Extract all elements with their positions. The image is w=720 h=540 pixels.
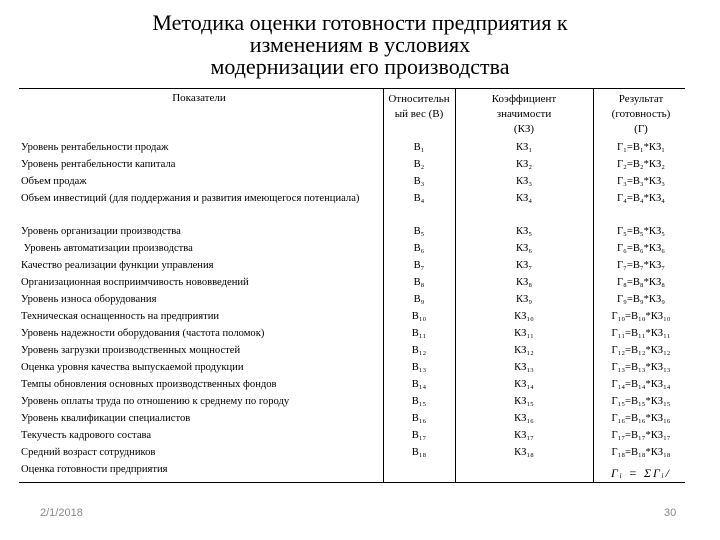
table-row-label: Уровень износа оборудования	[21, 294, 157, 305]
coefficient-cell: КЗ₁₁	[514, 328, 534, 339]
weight-cell: В₉	[413, 294, 425, 305]
coefficient-cell: КЗ₁₀	[514, 311, 534, 322]
coefficient-cell: КЗ₉	[515, 294, 533, 305]
title-line-3: модернизации его производства	[210, 54, 510, 79]
weight-cell: В₁₁	[411, 328, 427, 339]
result-cell: Г₄=В₄*КЗ₄	[617, 193, 665, 204]
result-cell: Г₁₁=В₁₁*КЗ₁₁	[611, 328, 671, 339]
table-row-label: Качество реализации функции управления	[21, 260, 214, 271]
column-divider	[383, 88, 384, 482]
weight-cell: В₇	[413, 260, 425, 271]
result-cell: Г₈=В₈*КЗ₈	[617, 277, 665, 288]
result-cell: Г₃=В₃*КЗ₃	[617, 176, 665, 187]
result-cell: Г₂=В₂*КЗ₂	[617, 159, 665, 170]
result-cell: Г₁₆=В₁₆*КЗ₁₆	[611, 413, 671, 424]
page-number: 30	[664, 507, 677, 519]
coefficient-cell: КЗ₃	[515, 176, 533, 187]
final-formula: Гᵢ = ΣГᵢ/	[611, 466, 672, 480]
coefficient-cell: КЗ₇	[515, 260, 533, 271]
weight-cell: В₁₃	[411, 362, 427, 373]
coefficient-cell: КЗ₈	[515, 277, 533, 288]
coefficient-cell: КЗ₁₄	[514, 379, 534, 390]
readiness-table	[19, 88, 685, 484]
table-row-label: Организационная восприимчивость нововведений	[21, 277, 249, 288]
table-row-label: Уровень автоматизации производства	[21, 243, 193, 254]
weight-cell: В₆	[413, 243, 425, 254]
coefficient-cell: КЗ₁₇	[514, 430, 534, 441]
header-weight: Относительн ый вес (В)	[388, 93, 450, 120]
weight-cell: В₁₈	[411, 447, 427, 458]
table-row-label: Уровень надежности оборудования (частота поломок)	[21, 328, 265, 339]
column-divider	[593, 88, 594, 482]
weight-cell: В₂	[413, 159, 425, 170]
coefficient-cell: КЗ₄	[515, 193, 533, 204]
header-coefficient: Коэффициент значимости (КЗ)	[491, 93, 557, 135]
weight-cell: В₁₅	[411, 396, 427, 407]
coefficient-cell: КЗ₆	[515, 243, 533, 254]
result-cell: Г₉=В₉*КЗ₉	[617, 294, 665, 305]
slide-title	[0, 12, 720, 78]
weight-cell: В₁₂	[411, 345, 427, 356]
table-row-label: Уровень загрузки производственных мощностей	[21, 345, 241, 356]
table-row-label: Уровень организации производства	[21, 226, 181, 237]
weight-cell: В₁₄	[411, 379, 427, 390]
header-indicators: Показатели	[172, 92, 226, 104]
result-cell: Г₁₂=В₁₂*КЗ₁₂	[611, 345, 671, 356]
weight-cell: В₁	[413, 142, 425, 153]
result-cell: Г₁₇=В₁₇*КЗ₁₇	[611, 430, 671, 441]
coefficient-cell: КЗ₁₃	[514, 362, 534, 373]
result-cell: Г₁=В₁*КЗ₁	[617, 142, 665, 153]
coefficient-cell: КЗ₁₈	[514, 447, 534, 458]
result-cell: Г₁₅=В₁₅*КЗ₁₅	[611, 396, 671, 407]
table-row-label: Уровень оплаты труда по отношению к среднему по городу	[21, 396, 290, 407]
table-top-border	[19, 88, 685, 89]
footer-date: 2/1/2018	[40, 507, 83, 519]
coefficient-cell: КЗ₅	[515, 226, 533, 237]
coefficient-cell: КЗ₁₅	[514, 396, 534, 407]
result-cell: Г₁₀=В₁₀*КЗ₁₀	[611, 311, 671, 322]
table-row-label: Техническая оснащенность на предприятии	[21, 311, 220, 322]
table-row-label: Темпы обновления основных производственных фондов	[21, 379, 277, 390]
weight-cell: В₁₀	[411, 311, 427, 322]
table-row-label: Оценка уровня качества выпускаемой продукции	[21, 362, 244, 373]
result-cell: Г₆=В₆*КЗ₆	[617, 243, 665, 254]
weight-cell: В₄	[413, 193, 425, 204]
coefficient-cell: КЗ₁₂	[514, 345, 534, 356]
title-line-2: изменениям в условиях	[249, 32, 471, 57]
weight-cell: В₁₆	[411, 413, 427, 424]
result-cell: Г₇=В₇*КЗ₇	[617, 260, 665, 271]
table-row-label: Объем продаж	[21, 176, 87, 187]
table-row-label: Текучесть кадрового состава	[21, 430, 152, 441]
table-row-label: Уровень рентабельности продаж	[21, 142, 169, 153]
coefficient-cell: КЗ₁	[515, 142, 533, 153]
title-line-1: Методика оценки готовности предприятия к	[152, 10, 568, 35]
result-cell: Г₁₃=В₁₃*КЗ₁₃	[611, 362, 671, 373]
table-row-label: Объем инвестиций (для поддержания и развития имеющегося потенциала)	[21, 193, 360, 204]
coefficient-cell: КЗ₂	[515, 159, 533, 170]
coefficient-cell: КЗ₁₆	[514, 413, 534, 424]
result-cell: Г₁₈=В₁₈*КЗ₁₈	[611, 447, 671, 458]
table-row-label: Уровень рентабельности капитала	[21, 159, 176, 170]
header-result: Результат (готовность) (Г)	[611, 93, 671, 135]
weight-cell: В₅	[413, 226, 425, 237]
result-cell: Г₅=В₅*КЗ₅	[617, 226, 665, 237]
result-cell: Г₁₄=В₁₄*КЗ₁₄	[611, 379, 671, 390]
table-row-label: Средний возраст сотрудников	[21, 447, 156, 458]
table-row-label: Уровень квалификации специалистов	[21, 413, 191, 424]
final-row-label: Оценка готовности предприятия	[21, 464, 168, 475]
weight-cell: В₃	[413, 176, 425, 187]
weight-cell: В₈	[413, 277, 425, 288]
column-divider	[455, 88, 456, 482]
table-bottom-border	[19, 482, 685, 483]
weight-cell: В₁₇	[411, 430, 427, 441]
